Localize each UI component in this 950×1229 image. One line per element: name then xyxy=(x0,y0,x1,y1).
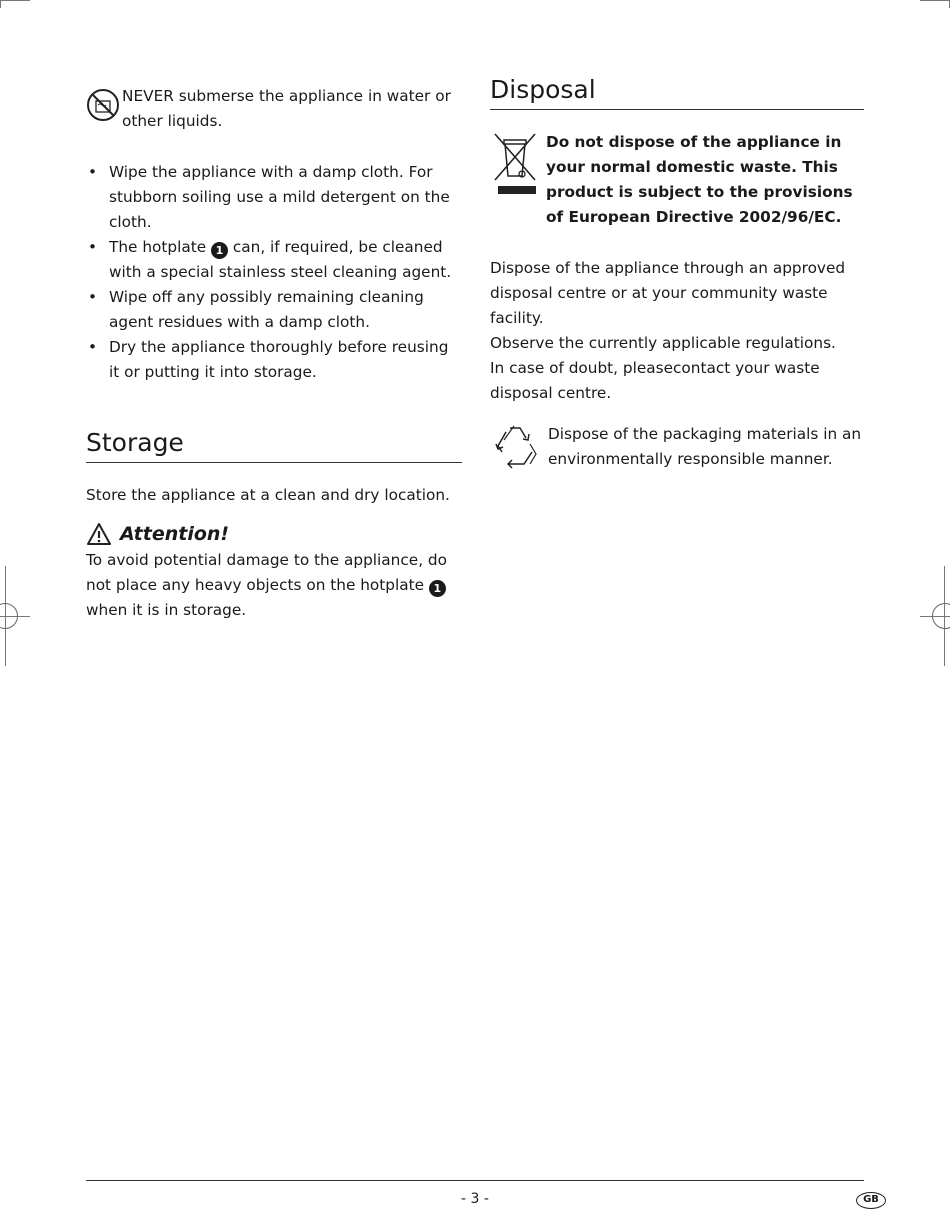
left-column xyxy=(86,84,462,623)
weee-notice xyxy=(490,130,864,230)
attention-heading xyxy=(86,522,462,546)
crossed-out-bin-icon xyxy=(490,130,546,204)
attention-text: To avoid potential damage to the appliance, do not place any heavy objects on the hotplate 1 when it is in storage. xyxy=(86,551,447,619)
recycle-icon xyxy=(490,422,548,474)
right-column xyxy=(490,74,864,474)
storage-text: Store the appliance at a clean and dry location. xyxy=(86,486,450,504)
attention-label: Attention! xyxy=(120,523,230,545)
page-number: - 3 - xyxy=(461,1191,489,1207)
list-item: • Dry the appliance thoroughly before reusing it or putting it into storage. xyxy=(88,338,449,381)
list-item: • Wipe the appliance with a damp cloth. For stubborn soiling use a mild detergent on the cloth. xyxy=(88,163,450,231)
crop-mark xyxy=(0,0,1,8)
hotplate-number-badge: 1 xyxy=(429,580,446,597)
registration-circle-right xyxy=(932,603,950,629)
disposal-paragraph-2: Observe the currently applicable regulations. xyxy=(490,334,836,352)
disposal-paragraph-1: Dispose of the appliance through an approved disposal centre or at your community waste facility. xyxy=(490,259,846,327)
submerse-warning xyxy=(86,84,462,134)
weee-notice-text: Do not dispose of the appliance in your normal domestic waste. This product is subject to the provisions of European Directive 2002/96/EC. xyxy=(546,133,853,226)
registration-circle-left xyxy=(0,603,18,629)
crop-mark xyxy=(0,0,30,1)
language-badge: GB xyxy=(856,1192,886,1209)
cleaning-list xyxy=(86,160,462,385)
crop-mark xyxy=(920,0,950,1)
packaging-notice-text: Dispose of the packaging materials in an environmentally responsible manner. xyxy=(548,425,862,468)
warning-triangle-icon xyxy=(86,522,112,546)
list-item: • Wipe off any possibly remaining cleaning agent residues with a damp cloth. xyxy=(88,288,424,331)
disposal-paragraph-3: In case of doubt, pleasecontact your waste disposal centre. xyxy=(490,359,820,402)
submerse-warning-text: NEVER submerse the appliance in water or other liquids. xyxy=(122,87,451,130)
disposal-heading: Disposal xyxy=(490,74,864,110)
storage-heading: Storage xyxy=(86,427,462,463)
hotplate-number-badge: 1 xyxy=(211,242,228,259)
packaging-notice xyxy=(490,422,864,474)
footer-divider xyxy=(86,1180,864,1181)
list-item: • The hotplate 1 can, if required, be cleaned with a special stainless steel cleaning agent. xyxy=(88,238,452,281)
no-water-icon xyxy=(86,88,122,126)
